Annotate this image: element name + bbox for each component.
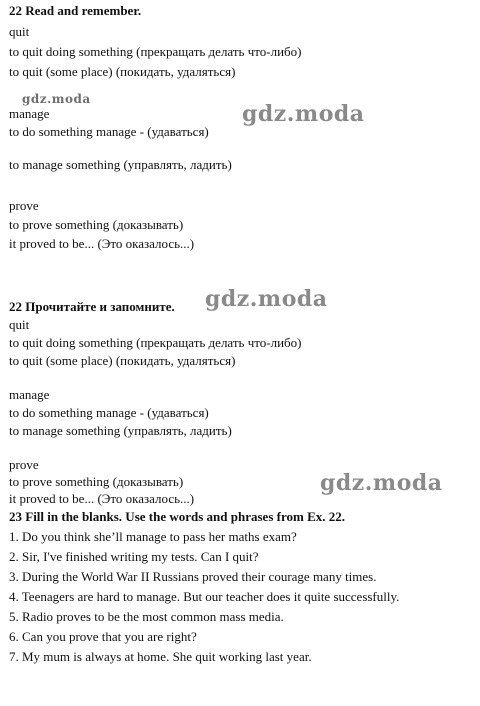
section-heading-read-remember: 22 Read and remember. [9,3,142,18]
exercise-item: 2. Sir, I've finished writing my tests. Can I quit? [9,549,259,564]
watermark-large: gdz.moda [242,101,365,127]
watermark-large: gdz.moda [320,470,443,496]
section-heading-fill-blanks: 23 Fill in the blanks. Use the words and phrases from Ex. 22. [9,509,345,524]
word-quit: quit [9,24,30,39]
exercise-item: 4. Teenagers are hard to manage. But our teacher does it quite successfully. [9,589,400,604]
word-manage: manage [9,387,50,402]
prove-definition-1: to prove something (доказывать) [9,474,184,489]
prove-definition-2: it proved to be... (Это оказалось...) [9,236,195,251]
watermark-small: gdz.moda [22,92,91,106]
quit-definition-2: to quit (some place) (покидать, удаляться) [9,353,236,368]
section-heading-russian: 22 Прочитайте и запомните. [9,299,175,314]
prove-definition-1: to prove something (доказывать) [9,217,184,232]
manage-definition-1: to do something manage - (удаваться) [9,405,209,420]
word-prove: prove [9,457,39,472]
word-quit: quit [9,317,30,332]
quit-definition-2: to quit (some place) (покидать, удаляться) [9,64,236,79]
exercise-item: 5. Radio proves to be the most common mass media. [9,609,284,624]
manage-definition-2: to manage something (управлять, ладить) [9,423,232,438]
exercise-item: 7. My mum is always at home. She quit working last year. [9,649,312,664]
manage-definition-1: to do something manage - (удаваться) [9,124,209,139]
quit-definition-1: to quit doing something (прекращать делать что-либо) [9,335,302,350]
exercise-item: 6. Can you prove that you are right? [9,629,197,644]
word-prove: prove [9,198,39,213]
quit-definition-1: to quit doing something (прекращать делать что-либо) [9,44,302,59]
exercise-item: 1. Do you think she’ll manage to pass her maths exam? [9,529,297,544]
prove-definition-2: it proved to be... (Это оказалось...) [9,491,195,506]
watermark-large: gdz.moda [205,286,328,312]
exercise-item: 3. During the World War II Russians proved their courage many times. [9,569,377,584]
word-manage: manage [9,106,50,121]
manage-definition-2: to manage something (управлять, ладить) [9,157,232,172]
